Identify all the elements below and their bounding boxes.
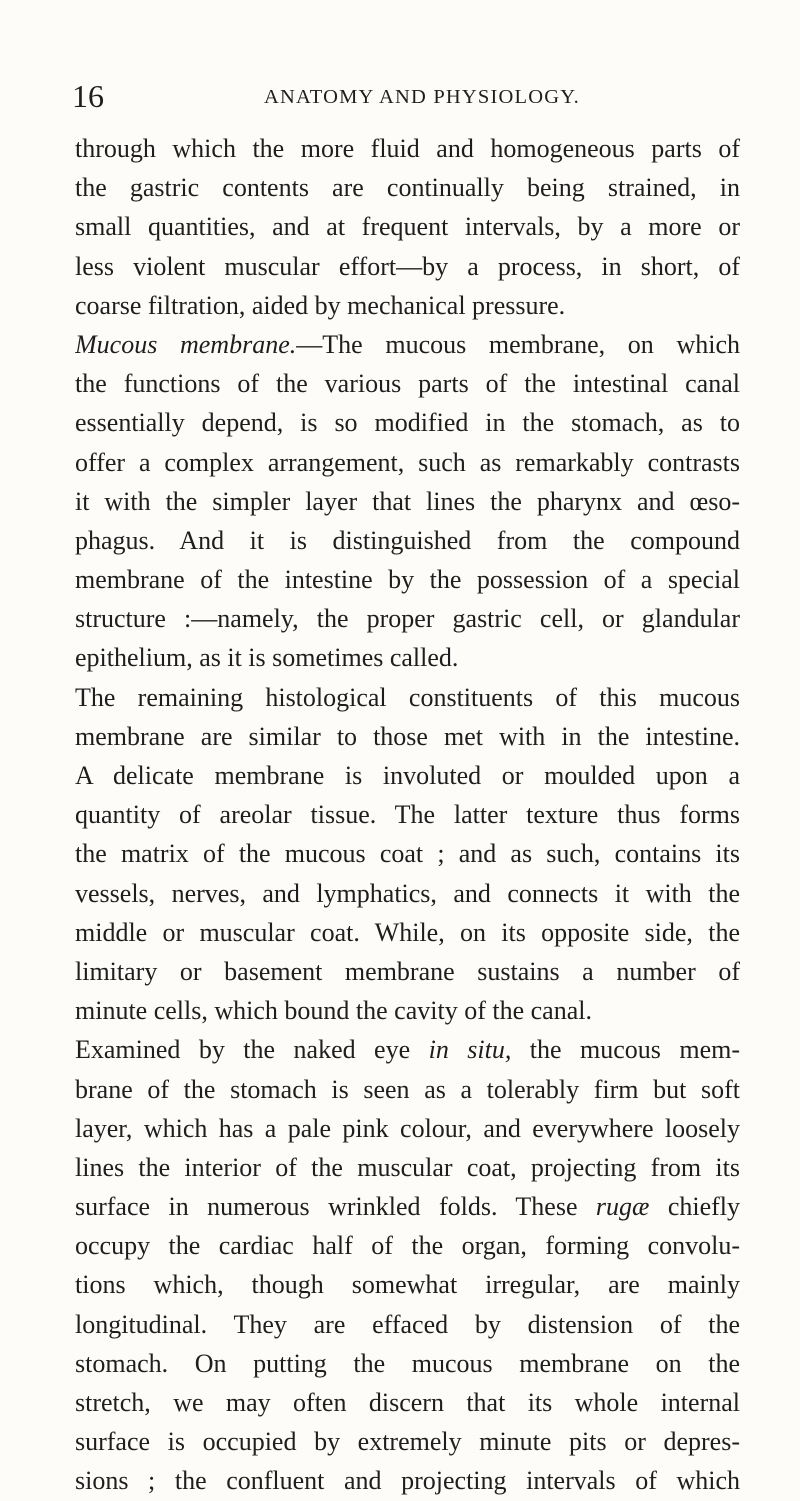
text-line: it with the simpler layer that lines the pharynx and œso- (75, 486, 740, 516)
text-line: A delicate membrane is involuted or moulded upon a (75, 761, 740, 790)
page-number: 16 (72, 78, 104, 114)
text-line: surface in numerous wrinkled folds. These rugæ chiefly (75, 1192, 740, 1222)
latin-term-italic: rugæ (595, 1192, 650, 1222)
text-line: vessels, nerves, and lymphatics, and connects it with the (75, 878, 740, 908)
text-line: minute cells, which bound the cavity of the canal. (75, 996, 592, 1026)
text-line: tions which, though somewhat irregular, are mainly (75, 1270, 740, 1300)
text-line: offer a complex arrangement, such as remarkably contrasts (75, 447, 740, 477)
text-line: structure :—namely, the proper gastric cell, or glandular (75, 604, 740, 634)
text-line: phagus. And it is distinguished from the compound (75, 525, 740, 555)
text-line: middle or muscular coat. While, on its opposite side, the (75, 917, 740, 947)
text-line: layer, which has a pale pink colour, and everywhere loosely (75, 1113, 740, 1143)
text-line: epithelium, as it is sometimes called. (75, 643, 459, 673)
text-line: limitary or basement membrane sustains a number of (75, 956, 740, 986)
text-line: Mucous membrane.—The mucous membrane, on which (75, 329, 740, 359)
body-text (75, 129, 740, 1501)
section-heading-italic: Mucous membrane. (75, 329, 297, 359)
text-line: stretch, we may often discern that its whole internal (75, 1388, 740, 1417)
text-line: small quantities, and at frequent intervals, by a more or (75, 212, 740, 242)
text-line: membrane of the intestine by the possession of a special (75, 565, 740, 595)
latin-phrase-italic: in situ, (428, 1035, 512, 1065)
text-line: longitudinal. They are effaced by distension of the (75, 1309, 740, 1339)
text-line: coarse filtration, aided by mechanical pressure. (75, 290, 566, 320)
page-header (72, 76, 752, 116)
text-line: quantity of areolar tissue. The latter texture thus forms (75, 800, 740, 830)
text-line: the matrix of the mucous coat ; and as such, contains its (75, 839, 740, 869)
text-line: the functions of the various parts of the intestinal canal (75, 369, 740, 399)
text-line: occupy the cardiac half of the organ, forming convolu- (75, 1231, 740, 1261)
text-line: membrane are similar to those met with in the intestine. (75, 721, 740, 751)
text-line: Examined by the naked eye in situ, the mucous mem- (75, 1035, 740, 1065)
text-line: essentially depend, is so modified in the stomach, as to (75, 408, 740, 438)
text-line: lines the interior of the muscular coat, projecting from its (75, 1152, 740, 1182)
text-line: through which the more fluid and homogeneous parts of (75, 134, 740, 163)
text-line: less violent muscular effort—by a process, in short, of (75, 251, 740, 281)
running-head: ANATOMY AND PHYSIOLOGY. (264, 86, 580, 108)
text-line: surface is occupied by extremely minute pits or depres- (75, 1427, 740, 1457)
text-line: the gastric contents are continually being strained, in (75, 173, 740, 203)
text-line: The remaining histological constituents of this mucous (75, 682, 740, 712)
text-line: sions ; the confluent and projecting intervals of which (75, 1466, 740, 1496)
text-line: brane of the stomach is seen as a tolerably firm but soft (75, 1074, 740, 1104)
text-line: stomach. On putting the mucous membrane on the (75, 1348, 740, 1378)
